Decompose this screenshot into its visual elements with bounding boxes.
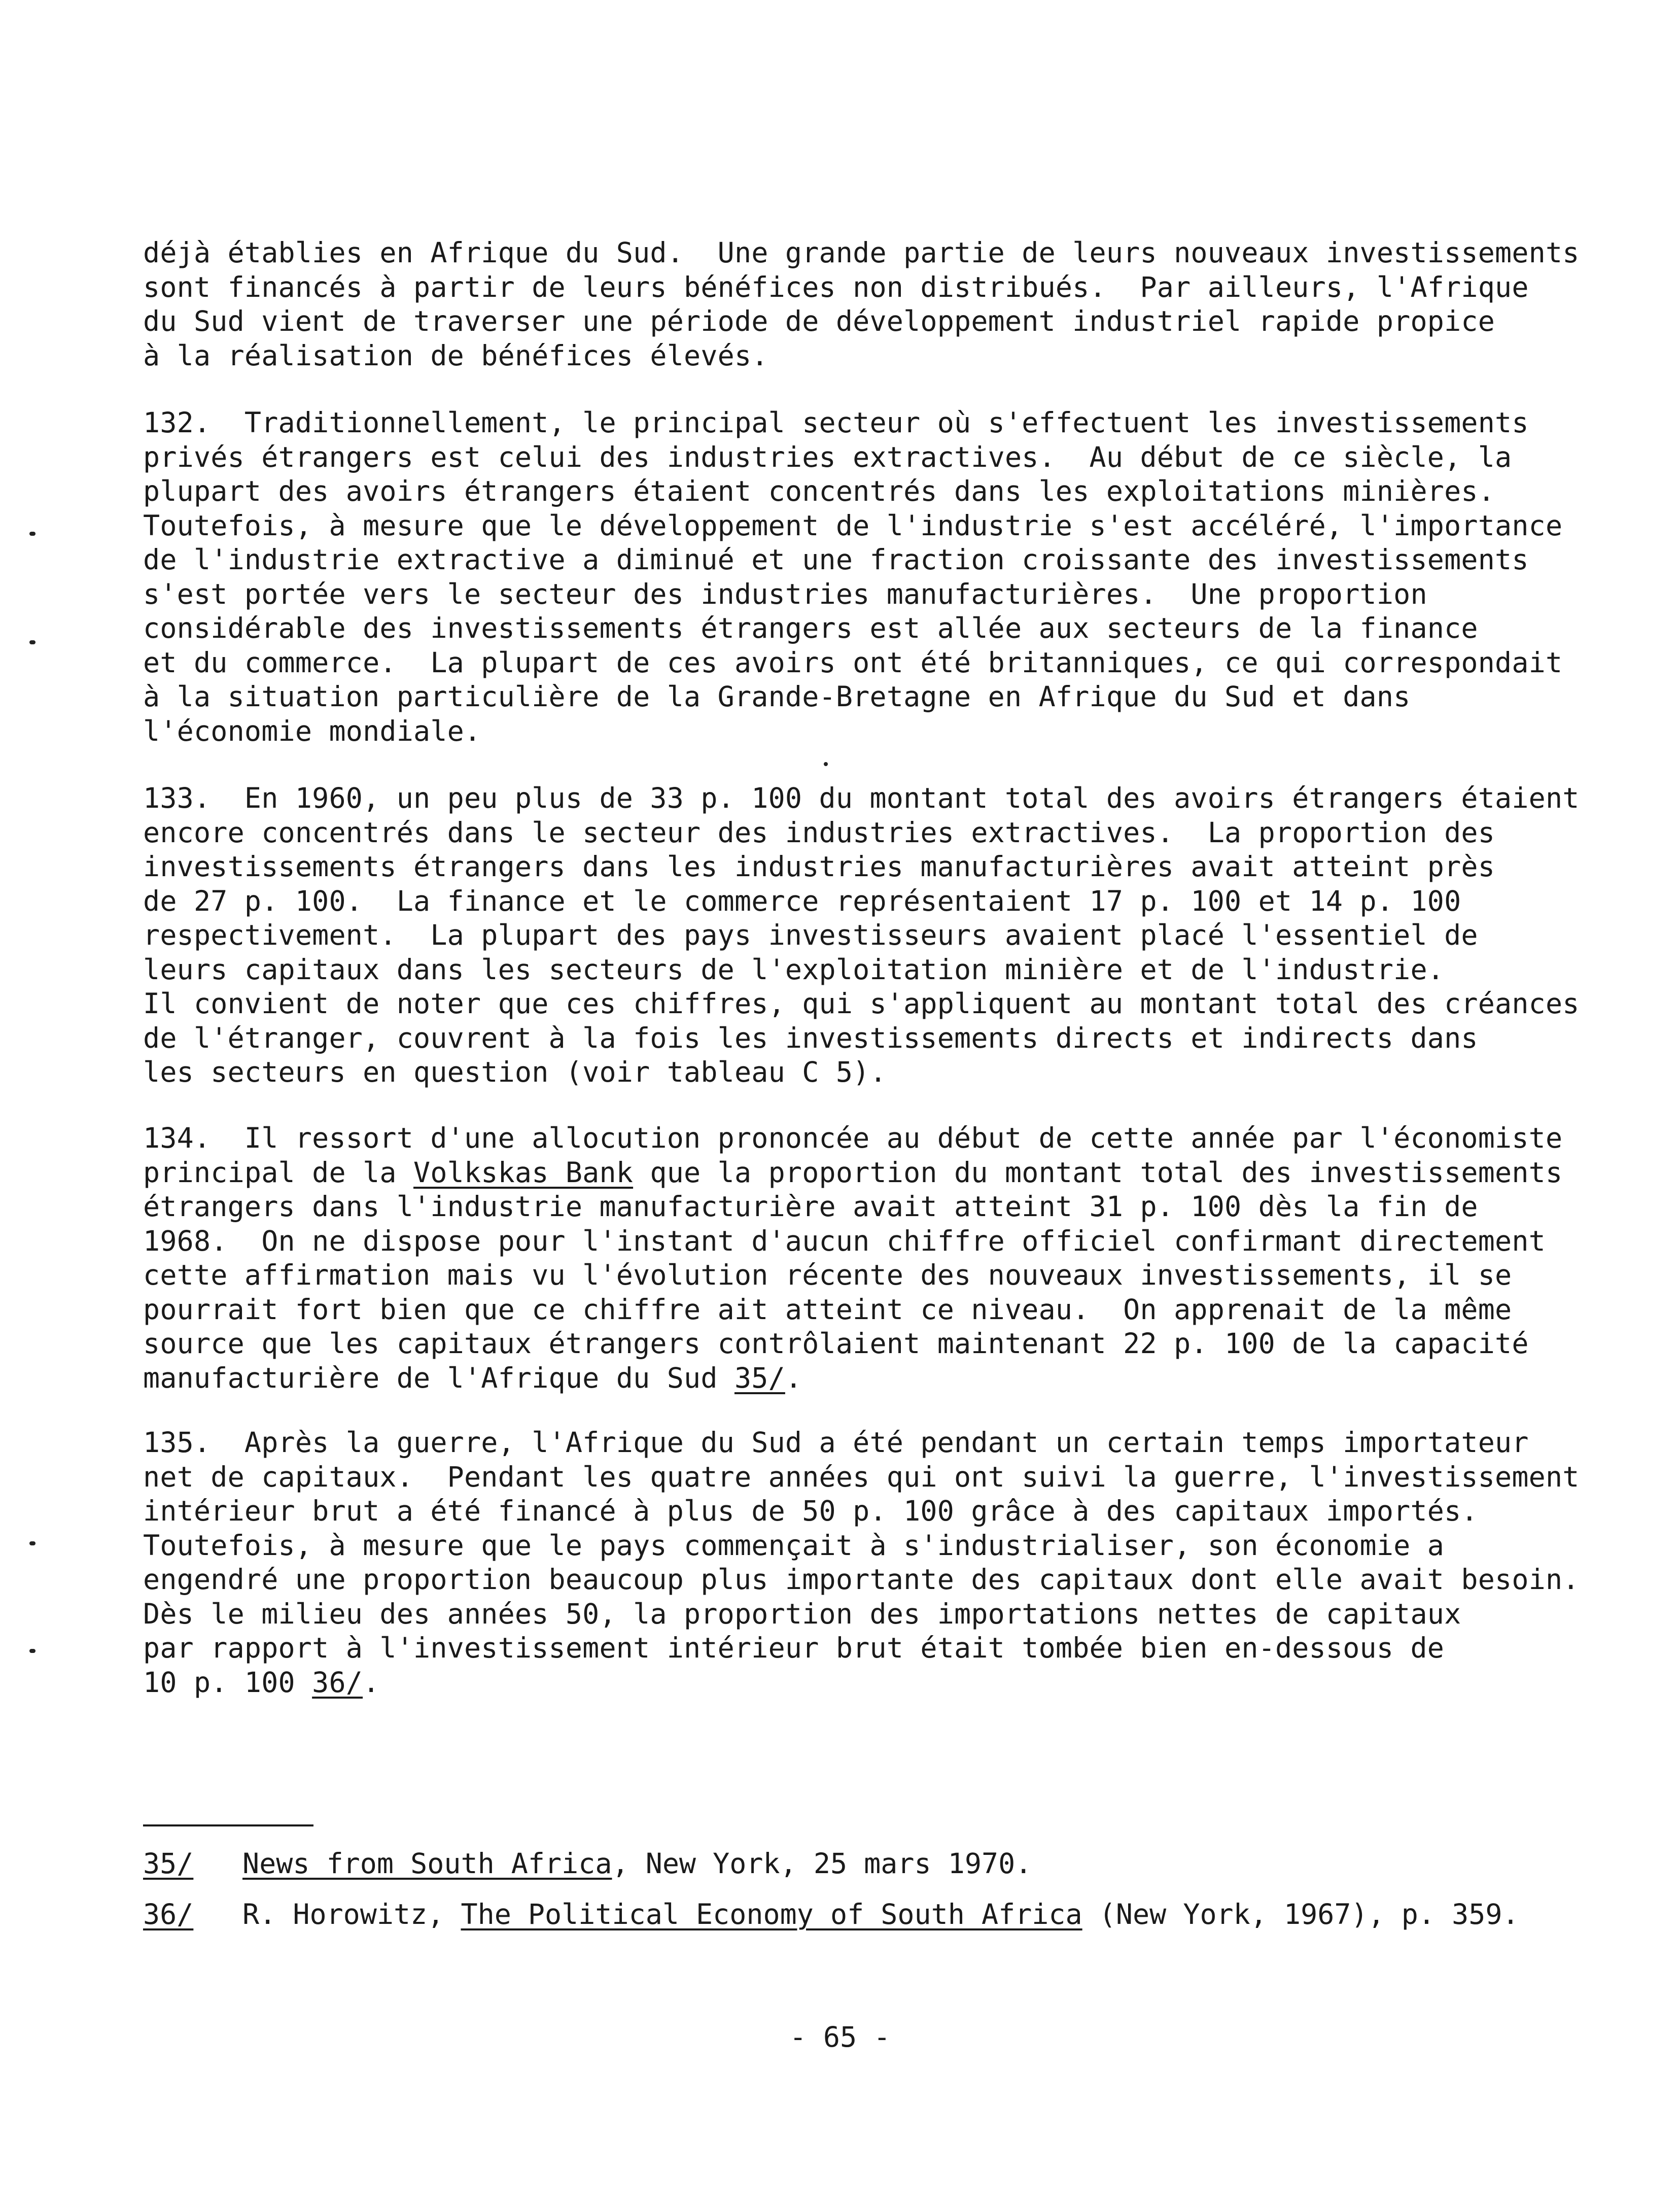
text-line: de l'industrie extractive a diminué et une fraction croissante des investissements xyxy=(143,543,1529,576)
text-span: . xyxy=(363,1666,380,1699)
text-line: net de capitaux. Pendant les quatre années qui ont suivi la guerre, l'investissement xyxy=(143,1460,1580,1493)
footnote-pre: R. Horowitz, xyxy=(242,1898,461,1930)
text-line: de 27 p. 100. La finance et le commerce représentaient 17 p. 100 et 14 p. 100 xyxy=(143,884,1461,917)
scan-mark xyxy=(29,1541,36,1545)
scan-mark xyxy=(29,640,36,644)
footnote-36 xyxy=(143,1898,1589,1932)
text-line: engendré une proportion beaucoup plus importante des capitaux dont elle avait besoin. xyxy=(143,1563,1580,1596)
text-line: intérieur brut a été financé à plus de 50 p. 100 grâce à des capitaux importés. xyxy=(143,1495,1478,1527)
text-line: s'est portée vers le secteur des industries manufacturières. Une proportion xyxy=(143,577,1427,610)
text-line: 135. Après la guerre, l'Afrique du Sud a été pendant un certain temps importateur xyxy=(143,1426,1529,1459)
scan-mark xyxy=(29,1649,36,1653)
text-line: à la réalisation de bénéfices élevés. xyxy=(143,339,768,372)
text-line: considérable des investissements étrangers est allée aux secteurs de la finance xyxy=(143,612,1478,644)
paragraph-135 xyxy=(143,1426,1589,1700)
text-line: 134. Il ressort d'une allocution prononcée au début de cette année par l'économiste xyxy=(143,1122,1563,1154)
text-line: pourrait fort bien que ce chiffre ait atteint ce niveau. On apprenait de la même xyxy=(143,1293,1512,1326)
footnote-title: The Political Economy of South Africa xyxy=(461,1898,1082,1930)
text-line: déjà établies en Afrique du Sud. Une grande partie de leurs nouveaux investissements xyxy=(143,236,1580,269)
text-line xyxy=(143,1361,1589,1396)
text-line: privés étrangers est celui des industries extractives. Au début de ce siècle, la xyxy=(143,440,1512,473)
text-line: leurs capitaux dans les secteurs de l'exploitation minière et de l'industrie. xyxy=(143,953,1445,986)
text-line: étrangers dans l'industrie manufacturière avait atteint 31 p. 100 dès la fin de xyxy=(143,1190,1478,1223)
scan-mark xyxy=(824,762,828,766)
footnote-ref-35[interactable]: 35/ xyxy=(734,1361,785,1394)
text-line: source que les capitaux étrangers contrôlaient maintenant 22 p. 100 de la capacité xyxy=(143,1327,1529,1360)
text-line: du Sud vient de traverser une période de développement industriel rapide propice xyxy=(143,305,1495,337)
footnote-35 xyxy=(143,1847,1589,1881)
paragraph-132 xyxy=(143,406,1589,748)
footnote-mark: 36/ xyxy=(143,1898,194,1930)
text-line: plupart des avoirs étrangers étaient concentrés dans les exploitations minières. xyxy=(143,475,1495,507)
text-line: cette affirmation mais vu l'évolution récente des nouveaux investissements, il se xyxy=(143,1259,1512,1291)
text-line: l'économie mondiale. xyxy=(143,714,481,747)
text-span: principal de la xyxy=(143,1156,414,1189)
text-line: investissements étrangers dans les industries manufacturières avait atteint près xyxy=(143,850,1495,883)
footnote-text xyxy=(242,1898,1519,1932)
text-span: que la proportion du montant total des investissements xyxy=(633,1156,1563,1189)
text-line: à la situation particulière de la Grande-Bretagne en Afrique du Sud et dans xyxy=(143,680,1411,713)
text-line: 133. En 1960, un peu plus de 33 p. 100 du montant total des avoirs étrangers étaient xyxy=(143,782,1580,814)
text-line: Toutefois, à mesure que le pays commençait à s'industrialiser, son économie a xyxy=(143,1529,1445,1562)
footnote-separator xyxy=(143,1824,313,1826)
footnote-rest: (New York, 1967), p. 359. xyxy=(1082,1898,1519,1930)
text-span: . xyxy=(785,1361,802,1394)
text-line xyxy=(143,1666,1589,1700)
text-line: Il convient de noter que ces chiffres, qui s'appliquent au montant total des créances xyxy=(143,987,1580,1020)
text-line xyxy=(143,1156,1589,1190)
text-line: Toutefois, à mesure que le développement de l'industrie s'est accéléré, l'importance xyxy=(143,509,1563,542)
text-line: 1968. On ne dispose pour l'instant d'aucun chiffre officiel confirmant directement xyxy=(143,1224,1546,1257)
text-line: Dès le milieu des années 50, la proportion des importations nettes de capitaux xyxy=(143,1597,1461,1630)
text-span: manufacturière de l'Afrique du Sud xyxy=(143,1361,734,1394)
text-line: encore concentrés dans le secteur des industries extractives. La proportion des xyxy=(143,816,1495,849)
scan-mark xyxy=(29,532,36,536)
volkskas-bank-text: Volkskas Bank xyxy=(413,1156,634,1189)
paragraph-133 xyxy=(143,781,1589,1090)
text-line: 132. Traditionnellement, le principal secteur où s'effectuent les investissements xyxy=(143,406,1529,439)
text-line: et du commerce. La plupart de ces avoirs ont été britanniques, ce qui correspondait xyxy=(143,646,1563,679)
text-line: respectivement. La plupart des pays investisseurs avaient placé l'essentiel de xyxy=(143,919,1478,951)
footnote-title: News from South Africa xyxy=(242,1847,612,1880)
paragraph-134 xyxy=(143,1121,1589,1395)
footnote-mark: 35/ xyxy=(143,1847,194,1880)
page-number: - 65 - xyxy=(789,2021,891,2053)
text-line: sont financés à partir de leurs bénéfices non distribués. Par ailleurs, l'Afrique xyxy=(143,270,1529,303)
text-span: 10 p. 100 xyxy=(143,1666,312,1699)
footnote-rest: , New York, 25 mars 1970. xyxy=(612,1847,1032,1880)
text-line: par rapport à l'investissement intérieur brut était tombée bien en-dessous de xyxy=(143,1632,1445,1664)
footnote-text xyxy=(242,1847,1032,1881)
footnote-ref-36[interactable]: 36/ xyxy=(312,1666,363,1699)
text-line: les secteurs en question (voir tableau C 5). xyxy=(143,1056,887,1088)
text-line: de l'étranger, couvrent à la fois les investissements directs et indirects dans xyxy=(143,1021,1478,1054)
paragraph-continuation xyxy=(143,236,1589,373)
